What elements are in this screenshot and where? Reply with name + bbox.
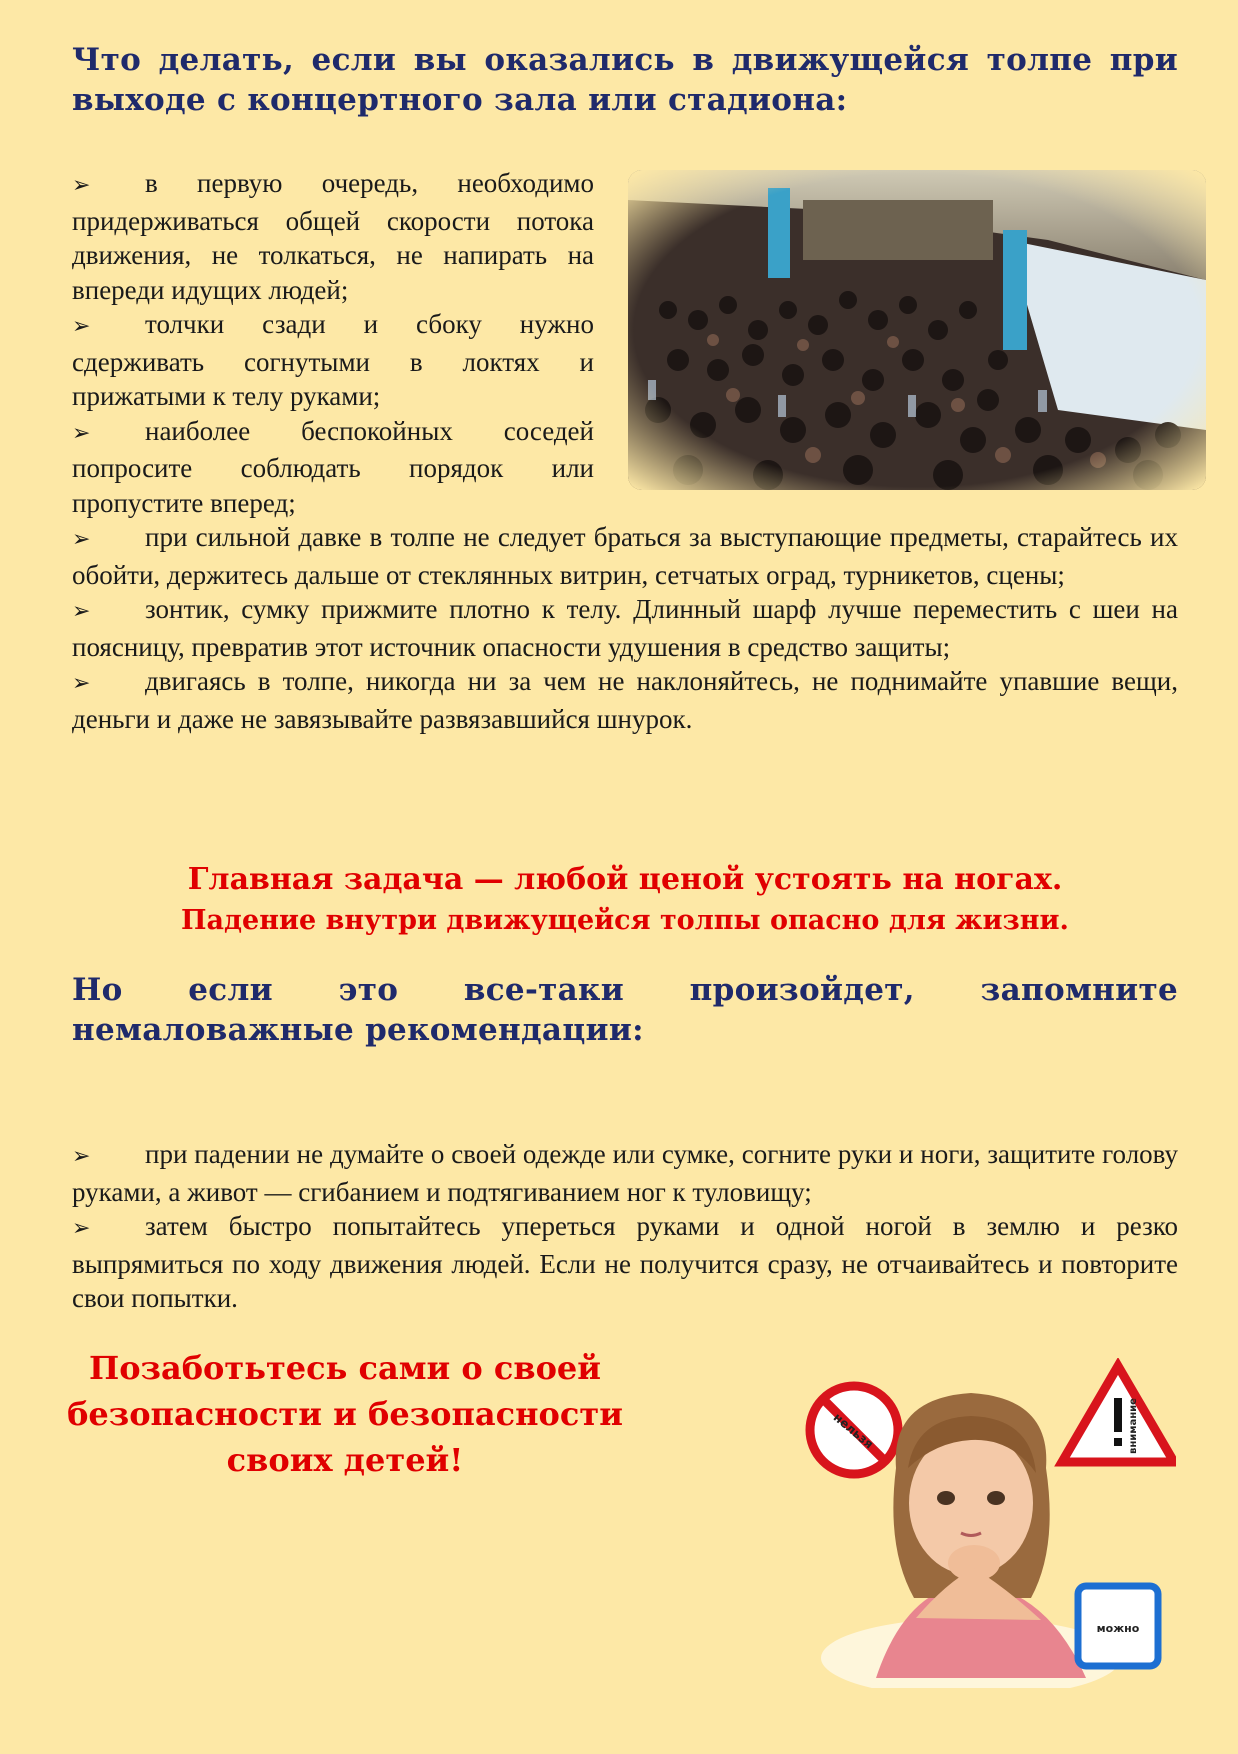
warning-line2: Падение внутри движущейся толпы опасно для жизни. — [181, 905, 1069, 936]
section2-heading-line1: Но если это все-таки произойдет, запомните — [72, 972, 1178, 1008]
section2-heading — [72, 970, 1178, 1050]
section1-heading-line2: выходе с концертного зала или стадиона: — [72, 82, 848, 118]
bullet-arrow-icon: ➢ — [72, 671, 91, 696]
allowed-label: можно — [1096, 1622, 1140, 1635]
list-item: ➢ двигаясь в толпе, никогда ни за чем не наклоняйтесь, не поднимайте упавшие вещи, деньги и даже не завязывайте развязавшийся шнурок. — [72, 666, 1178, 734]
section1-heading-line1: Что делать, если вы оказались в движущейся толпе при — [72, 42, 1178, 78]
main-warning — [72, 858, 1178, 940]
bullet-arrow-icon: ➢ — [72, 314, 91, 339]
closing-line2: безопасности и безопасности — [67, 1395, 623, 1433]
allowed-sign-icon — [1078, 1586, 1158, 1666]
list-item: ➢ зонтик, сумку прижмите плотно к телу. Длинный шарф лучше переместить с шеи на поясницу, превратив этот источник опасности удушения в средство защиты; — [72, 594, 1178, 662]
list-item: ➢ в первую очередь, необходимо придерживаться общей скорости потока движения, не толкаться, не напирать на впереди идущих людей; — [72, 168, 594, 305]
list-item: ➢ при сильной давке в толпе не следует браться за выступающие предметы, старайтесь их обойти, держитесь дальше от стеклянных витрин, сетчатых оград, турникетов, сцены; — [72, 522, 1178, 590]
page — [72, 40, 1178, 1313]
warning-line1: Главная задача — любой ценой устоять на ногах. — [187, 862, 1063, 897]
section2-list — [72, 1137, 1178, 1316]
bullet-arrow-icon: ➢ — [72, 173, 91, 198]
list-item: ➢ при падении не думайте о своей одежде или сумке, согните руки и ноги, защитите голову руками, а живот — сгибанием и подтягиванием ног к туловищу; — [72, 1139, 1178, 1207]
section1-heading — [72, 40, 1178, 120]
list-item: ➢ толчки сзади и сбоку нужно сдерживать согнутыми в локтях и прижатыми к телу руками; — [72, 309, 594, 411]
bullet-arrow-icon: ➢ — [72, 1216, 91, 1241]
prohibit-label: нельзя — [830, 1410, 877, 1452]
bullet-arrow-icon: ➢ — [72, 527, 91, 552]
list-item: ➢ наиболее беспокойных соседей попросите соблюдать порядок или пропустите вперед; — [72, 415, 594, 518]
bullet-arrow-icon: ➢ — [72, 1144, 91, 1169]
attention-label: внимание — [1128, 1398, 1139, 1454]
prohibition-sign-icon — [810, 1386, 898, 1474]
list-item: ➢ затем быстро попытайтесь упереться руками и одной ногой в землю и резко выпрямиться по ходу движения людей. Если не получится сразу, не отчаивайтесь и повторите свои попытки. — [72, 1211, 1178, 1313]
attention-sign-icon — [1062, 1366, 1174, 1462]
child-safety-illustration — [796, 1358, 1176, 1688]
bullet-arrow-icon: ➢ — [72, 599, 91, 624]
section1-list — [72, 166, 1178, 736]
bullet-arrow-icon: ➢ — [72, 420, 91, 446]
closing-line3: своих детей! — [226, 1441, 464, 1479]
section2-heading-line2: немаловажные рекомендации: — [72, 1012, 644, 1048]
closing-message — [40, 1345, 650, 1483]
closing-line1: Позаботьтесь сами о своей — [88, 1349, 601, 1387]
